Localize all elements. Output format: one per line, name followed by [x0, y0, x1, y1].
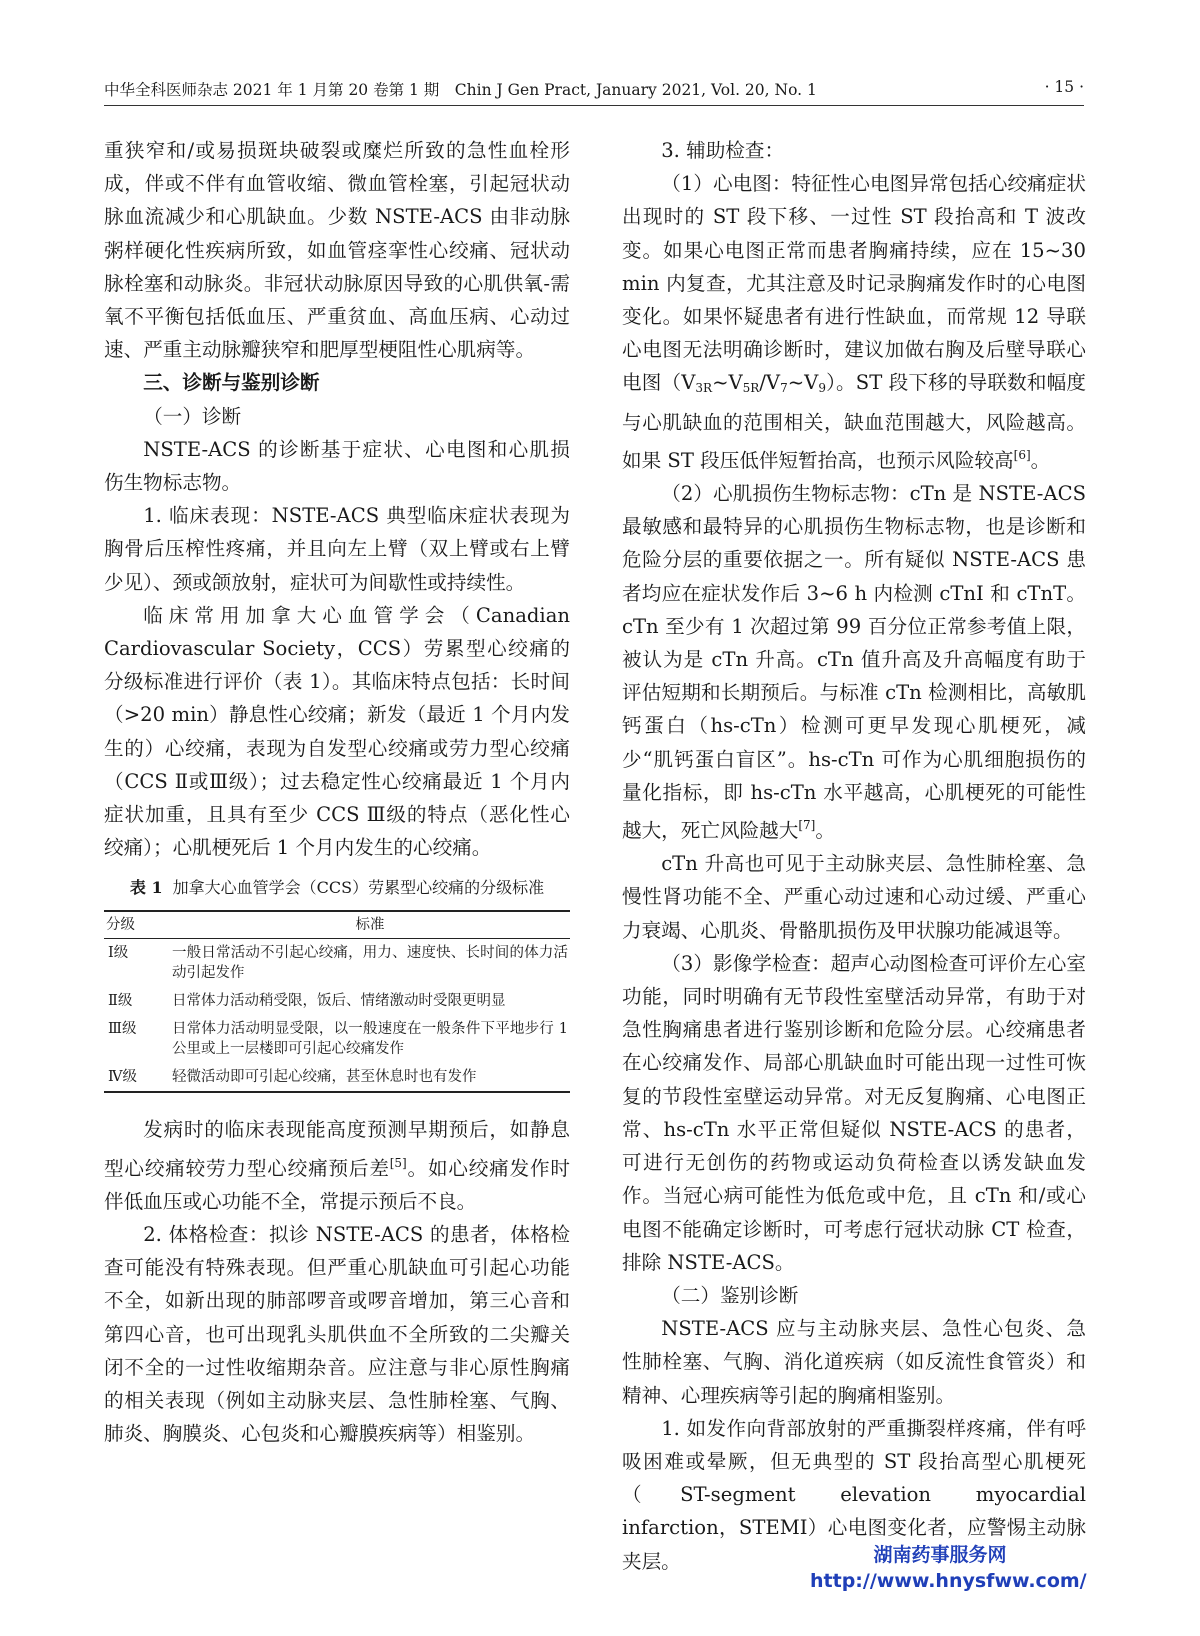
section-heading-diagnosis: 三、诊断与鉴别诊断 [143, 371, 320, 395]
ecg-text: ~V [712, 371, 743, 395]
table-caption-label: 表 1 [129, 878, 163, 898]
paragraph-diagnosis-basis: NSTE-ACS 的诊断基于症状、心电图和心肌损伤生物标志物。 [104, 437, 570, 495]
left-column [104, 134, 570, 1451]
lead-subscript: 5R [742, 381, 760, 396]
standard-cell: 日常体力活动稍受限，饭后、情绪激动时受限更明显 [172, 993, 506, 1010]
grade-cell: Ⅱ级 [108, 993, 133, 1010]
ecg-text: /V [759, 371, 781, 395]
page-number: · 15 · [1044, 78, 1084, 96]
ecg-text: 。 [1030, 448, 1051, 472]
prognosis-text-cont: 。如心绞痛发作时伴低血压或心功能不全，常提示预后不良。 [104, 1156, 571, 1213]
journal-citation: 中华全科医师杂志 2021 年 1 月第 20 卷第 1 期 Chin J Gen Pract, January 2021, Vol. 20, No. 1 [104, 81, 817, 99]
subsection-heading-diagnosis: （一）诊断 [143, 404, 242, 428]
citation-ref[interactable]: [7] [798, 818, 816, 833]
grade-cell: Ⅳ级 [104, 1063, 170, 1092]
site-watermark [810, 1542, 1087, 1594]
ecg-text: ）。ST 段下移的导联数和幅度与心肌缺血的范围相关，缺血范围越大，风险越高。如果 ST 段压低伴短暂抬高，也预示风险较高 [622, 371, 1087, 472]
grade-cell: Ⅲ级 [108, 1021, 137, 1038]
paragraph-differential: NSTE-ACS 应与主动脉夹层、急性心包炎、急性肺栓塞、气胸、消化道疾病（如反流性食管炎）和精神、心理疾病等引起的胸痛相鉴别。 [622, 1317, 1086, 1407]
prognosis-text: 发病时的临床表现能高度预测早期预后，如静息型心绞痛较劳力型心绞痛预后差 [104, 1118, 570, 1180]
column-header-standard: 标准 [170, 911, 570, 939]
paragraph-prognosis [104, 1113, 570, 1218]
column-header-grade: 分级 [104, 911, 170, 939]
paragraph-ctn-other-causes: cTn 升高也可见于主动脉夹层、急性肺栓塞、急慢性肾功能不全、严重心动过速和心动过缓、严重心力衰竭、心肌炎、骨骼肌损伤及甲状腺功能减退等。 [622, 852, 1086, 942]
grade-table [104, 910, 570, 1093]
running-header [104, 78, 1084, 100]
biomarker-text: 。 [815, 819, 835, 843]
biomarker-text: （2）心肌损伤生物标志物：cTn 是 NSTE-ACS 最敏感和最特异的心肌损伤生物标志物，也是诊断和危险分层的重要依据之一。所有疑似 NSTE-ACS 患者均应在症状发作后 3~6 h 内检测 cTnI 和 cTnT。cTn 至少有 1 次超过第 99 百分位正常参考值上限，被认为是 cTn 升高。cTn 值升高及升高幅度有助于评估短期和长期预后。与标准 cTn 检测相比，高敏肌钙蛋白（hs-cTn）检测可更早发现心肌梗死，减少“肌钙蛋白盲区”。hs-cTn 可作为心肌细胞损伤的量化指标，即 hs-cTn 水平越高，心肌梗死的可能性越大，死亡风险越大 [622, 482, 1086, 843]
lead-subscript: 9 [818, 381, 826, 396]
paragraph-biomarkers [622, 477, 1086, 847]
paragraph-ecg [622, 167, 1086, 477]
table-row [104, 987, 570, 1015]
lead-subscript: 7 [780, 381, 788, 396]
heading-auxiliary-exam: 3. 辅助检查： [661, 139, 785, 162]
table-row [104, 1063, 570, 1092]
table-caption [104, 874, 570, 902]
subsection-heading-differential: （二）鉴别诊断 [661, 1283, 799, 1307]
watermark-url[interactable]: http://www.hnysfww.com/ [810, 1570, 1087, 1592]
grade-cell: Ⅰ级 [108, 945, 129, 962]
paragraph-ccs-grading: 临床常用加拿大心血管学会（Canadian Cardiovascular Society，CCS）劳累型心绞痛的分级标准进行评价（表 1）。其临床特点包括：长时间（>20 min）静息性心绞痛；新发（最近 1 个月内发生的）心绞痛，表现为自发型心绞痛或劳力型心绞痛（CCS Ⅱ或Ⅲ级）；过去稳定性心绞痛最近 1 个月内症状加重，且具有至少 CCS Ⅲ级的特点（恶化性心绞痛）；心肌梗死后 1 个月内发生的心绞痛。 [104, 603, 570, 860]
table-ccs-grading [104, 874, 570, 1093]
ecg-text: ~V [787, 371, 819, 395]
table-caption-text: 加拿大心血管学会（CCS）劳累型心绞痛的分级标准 [172, 878, 545, 898]
ecg-text: （1）心电图：特征性心电图异常包括心绞痛症状出现时的 ST 段下移、一过性 ST 段抬高和 T 波改变。如果心电图正常而患者胸痛持续，应在 15~30 min 内复查，尤其注意及时记录胸痛发作时的心电图变化。如果怀疑患者有进行性缺血，而常规 12 导联心电图无法明确诊断时，建议加做右胸及后壁导联心电图（V [622, 172, 1086, 395]
watermark-site-name: 湖南药事服务网 [873, 1544, 1007, 1566]
header-rule [104, 105, 1084, 106]
table-row [104, 1015, 570, 1063]
paragraph-etiology: 重狭窄和/或易损斑块破裂或糜烂所致的急性血栓形成，伴或不伴有血管收缩、微血管栓塞，引起冠状动脉血流减少和心肌缺血。少数 NSTE-ACS 由非动脉粥样硬化性疾病所致，如血管痉挛性心绞痛、冠状动脉栓塞和动脉炎。非冠状动脉原因导致的心肌供氧-需氧不平衡包括低血压、严重贫血、高血压病、心动过速、严重主动脉瓣狭窄和肥厚型梗阻性心肌病等。 [104, 139, 570, 362]
right-column [622, 134, 1086, 1578]
standard-cell: 一般日常活动不引起心绞痛，用力、速度快、长时间的体力活动引起发作 [172, 945, 568, 982]
paragraph-imaging: （3）影像学检查：超声心动图检查可评价左心室功能，同时明确有无节段性室壁活动异常，有助于对急性胸痛患者进行鉴别诊断和危险分层。心绞痛患者在心绞痛发作、局部心肌缺血时可能出现一过性可恢复的节段性室壁运动异常。对无反复胸痛、心电图正常、hs-cTn 水平正常但疑似 NSTE-ACS 的患者，可进行无创伤的药物或运动负荷检查以诱发缺血发作。当冠心病可能性为低危或中危，且 cTn 和/或心电图不能确定诊断时，可考虑行冠状动脉 CT 检查，排除 NSTE-ACS。 [622, 951, 1086, 1274]
lead-subscript: 3R [695, 381, 713, 396]
standard-cell: 轻微活动即可引起心绞痛，甚至休息时也有发作 [170, 1063, 570, 1092]
paragraph-aortic-dissection: 1. 如发作向背部放射的严重撕裂样疼痛，伴有呼吸困难或晕厥，但无典型的 ST 段抬高型心肌梗死（ST-segment elevation myocardial infarction，STEMI）心电图变化者，应警惕主动脉夹层。 [622, 1416, 1086, 1573]
citation-ref[interactable]: [6] [1013, 447, 1031, 462]
standard-cell: 日常体力活动明显受限，以一般速度在一般条件下平地步行 1 公里或上一层楼即可引起心绞痛发作 [172, 1021, 568, 1058]
citation-ref[interactable]: [5] [389, 1155, 407, 1170]
table-row [104, 939, 570, 988]
paragraph-clinical-presentation: 1. 临床表现：NSTE-ACS 典型临床症状表现为胸骨后压榨性疼痛，并且向左上臂（双上臂或右上臂少见）、颈或颌放射，症状可为间歇性或持续性。 [104, 504, 570, 594]
paragraph-physical-exam: 2. 体格检查：拟诊 NSTE-ACS 的患者，体格检查可能没有特殊表现。但严重心肌缺血可引起心功能不全，如新出现的肺部啰音或啰音增加，第三心音和第四心音，也可出现乳头肌供血不全所致的二尖瓣关闭不全的一过性收缩期杂音。应注意与非心原性胸痛的相关表现（例如主动脉夹层、急性肺栓塞、气胸、肺炎、胸膜炎、心包炎和心瓣膜疾病等）相鉴别。 [104, 1223, 570, 1446]
